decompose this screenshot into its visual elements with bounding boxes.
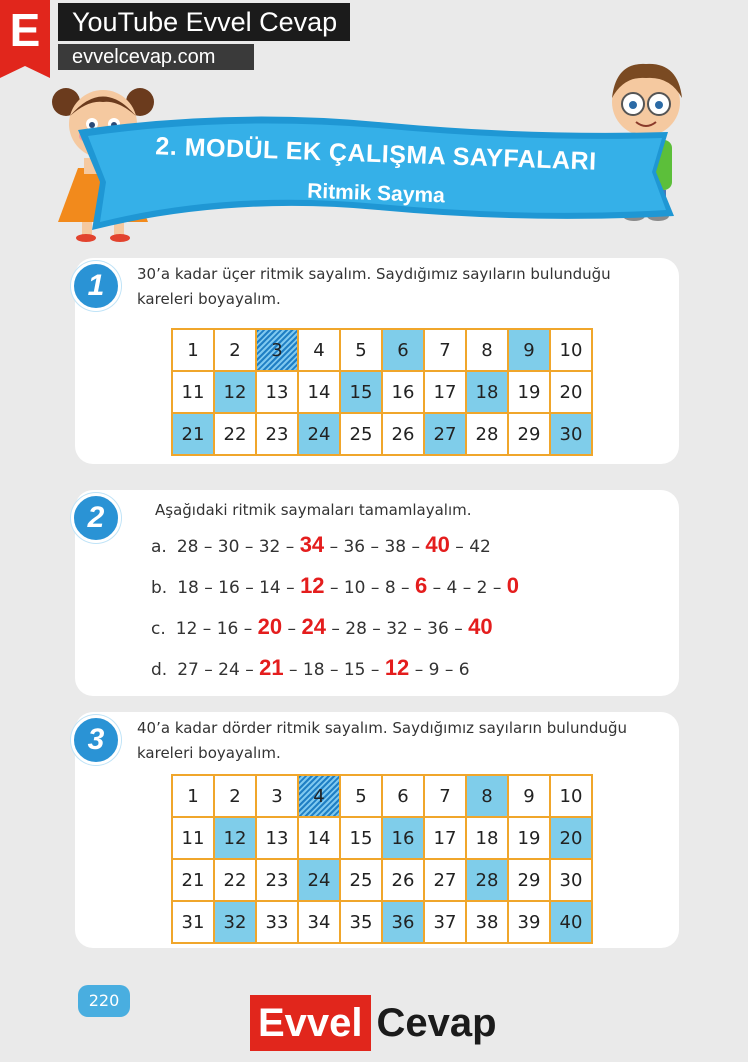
grid-cell[interactable]: 14	[298, 817, 340, 859]
sequence-label: d.	[151, 660, 168, 680]
sequence-separator: –	[239, 660, 260, 680]
grid-cell[interactable]: 6	[382, 329, 424, 371]
grid-cell[interactable]: 19	[508, 817, 550, 859]
grid-cell[interactable]: 9	[508, 775, 550, 817]
grid-cell[interactable]: 32	[214, 901, 256, 943]
grid-cell[interactable]: 7	[424, 775, 466, 817]
grid-cell[interactable]: 8	[466, 775, 508, 817]
sequence-separator: –	[324, 537, 344, 557]
sequence-number: 42	[469, 537, 491, 557]
page-title: 2. MODÜL EK ÇALIŞMA SAYFALARI	[154, 132, 598, 176]
grid-cell[interactable]: 1	[172, 329, 214, 371]
sequence-number: 10	[343, 578, 366, 598]
sequence-separator: –	[365, 578, 385, 598]
exercise-3-number: 3	[71, 715, 121, 765]
grid-cell[interactable]: 24	[298, 413, 340, 455]
sequence-line	[151, 655, 470, 681]
grid-cell[interactable]: 17	[424, 371, 466, 413]
exercise-1-panel	[75, 258, 679, 464]
sequence-separator: –	[239, 578, 260, 598]
sequence-separator: –	[239, 537, 259, 557]
grid-cell[interactable]: 13	[256, 371, 298, 413]
footer-logo-evvel: Evvel	[250, 995, 371, 1051]
grid-cell[interactable]: 15	[340, 817, 382, 859]
sequence-answer[interactable]: 6	[414, 573, 428, 598]
sequence-answer[interactable]: 40	[468, 614, 493, 639]
sequence-line	[151, 614, 493, 640]
exercise-1-instruction: 30’a kadar üçer ritmik sayalım. Saydığımız sayıların bulunduğu kareleri boyayalım.	[137, 265, 611, 308]
exercise-2-instruction: Aşağıdaki ritmik saymaları tamamlayalım.	[155, 501, 472, 519]
brand-title[interactable]: YouTube Evvel Cevap	[58, 3, 350, 41]
grid-cell[interactable]: 28	[466, 859, 508, 901]
sequence-number: 24	[218, 660, 240, 680]
grid-cell[interactable]: 26	[382, 413, 424, 455]
grid-cell[interactable]: 8	[466, 329, 508, 371]
grid-cell[interactable]: 38	[466, 901, 508, 943]
sequence-separator: –	[282, 619, 302, 639]
sequence-number: 18	[302, 660, 325, 680]
grid-cell[interactable]: 16	[382, 817, 424, 859]
sequence-separator: –	[197, 619, 217, 639]
sequence-line	[151, 573, 519, 599]
grid-cell[interactable]: 5	[340, 775, 382, 817]
sequence-number: 6	[458, 660, 470, 680]
grid-cell[interactable]: 31	[172, 901, 214, 943]
sequence-separator: –	[406, 537, 426, 557]
sequence-answer[interactable]: 20	[257, 614, 283, 639]
exercise-3-number-grid	[171, 774, 593, 944]
grid-cell[interactable]: 36	[382, 901, 424, 943]
page-number: 220	[78, 985, 130, 1017]
grid-cell[interactable]: 19	[508, 371, 550, 413]
grid-cell[interactable]: 4	[298, 329, 340, 371]
grid-cell[interactable]: 29	[508, 413, 550, 455]
sequence-answer[interactable]: 12	[384, 655, 410, 680]
grid-cell[interactable]: 2	[214, 329, 256, 371]
sequence-number: 32	[258, 537, 281, 557]
sequence-number: 8	[384, 578, 396, 598]
sequence-number: 2	[476, 578, 488, 598]
grid-cell[interactable]: 28	[466, 413, 508, 455]
grid-cell[interactable]: 15	[340, 371, 382, 413]
sequence-answer[interactable]: 0	[506, 573, 520, 598]
sequence-answer[interactable]: 24	[301, 614, 326, 639]
sequence-number: 27	[177, 660, 199, 680]
grid-cell[interactable]: 9	[508, 329, 550, 371]
sequence-separator: –	[280, 578, 301, 598]
sequence-separator: –	[487, 578, 507, 598]
sequence-separator: –	[324, 578, 344, 598]
grid-cell[interactable]: 5	[340, 329, 382, 371]
grid-cell[interactable]: 22	[214, 859, 256, 901]
grid-cell[interactable]: 3	[256, 329, 298, 371]
grid-cell[interactable]: 23	[256, 859, 298, 901]
exercise-1-number: 1	[71, 261, 121, 311]
brand-url[interactable]: evvelcevap.com	[58, 44, 254, 70]
grid-cell[interactable]: 25	[340, 859, 382, 901]
grid-cell[interactable]: 22	[214, 413, 256, 455]
exercise-2-number: 2	[71, 493, 121, 543]
sequence-label: c.	[151, 619, 166, 639]
sequence-number: 38	[384, 537, 407, 557]
grid-cell[interactable]: 17	[424, 817, 466, 859]
sequence-number: 15	[343, 660, 366, 680]
sequence-separator: –	[448, 619, 469, 639]
grid-cell[interactable]: 27	[424, 859, 466, 901]
sequence-separator: –	[365, 660, 385, 680]
grid-row	[172, 371, 592, 413]
sequence-separator: –	[395, 578, 415, 598]
sequence-number: 4	[446, 578, 458, 598]
sequence-separator: –	[366, 619, 387, 639]
grid-cell[interactable]: 24	[298, 859, 340, 901]
grid-cell[interactable]: 37	[424, 901, 466, 943]
grid-cell[interactable]: 2	[214, 775, 256, 817]
sequence-number: 16	[216, 619, 239, 639]
sequence-separator: –	[407, 619, 428, 639]
sequence-separator: –	[198, 578, 219, 598]
grid-cell[interactable]: 12	[214, 371, 256, 413]
grid-cell[interactable]: 13	[256, 817, 298, 859]
grid-cell[interactable]: 40	[550, 901, 592, 943]
grid-cell[interactable]: 30	[550, 413, 592, 455]
sequence-separator: –	[324, 660, 344, 680]
sequence-number: 36	[427, 619, 449, 639]
sequence-separator: –	[439, 660, 459, 680]
grid-cell[interactable]: 3	[256, 775, 298, 817]
sequence-label: b.	[151, 578, 168, 598]
sequence-number: 28	[345, 619, 367, 639]
sequence-number: 16	[218, 578, 240, 598]
sequence-answer[interactable]: 34	[299, 532, 325, 557]
sequence-answer[interactable]: 40	[425, 532, 450, 557]
grid-cell[interactable]: 12	[214, 817, 256, 859]
grid-cell[interactable]: 14	[298, 371, 340, 413]
sequence-separator: –	[449, 537, 470, 557]
sequence-label: a.	[151, 537, 167, 557]
grid-cell[interactable]: 18	[466, 371, 508, 413]
grid-cell[interactable]: 11	[172, 371, 214, 413]
grid-cell[interactable]: 39	[508, 901, 550, 943]
sequence-separator: –	[198, 537, 218, 557]
page-subtitle: Ritmik Sayma	[306, 179, 446, 208]
grid-row	[172, 413, 592, 455]
grid-row	[172, 901, 592, 943]
grid-cell[interactable]: 34	[298, 901, 340, 943]
exercise-3-panel	[75, 712, 679, 948]
sequence-number: 9	[428, 660, 440, 680]
grid-cell[interactable]: 20	[550, 817, 592, 859]
exercise-1-number-grid	[171, 328, 593, 456]
grid-row	[172, 859, 592, 901]
sequence-line	[151, 532, 491, 558]
grid-cell[interactable]: 21	[172, 413, 214, 455]
grid-row	[172, 775, 592, 817]
footer-logo-cevap: Cevap	[376, 1001, 497, 1045]
sequence-separator: –	[457, 578, 477, 598]
sequence-separator: –	[427, 578, 447, 598]
grid-cell[interactable]: 11	[172, 817, 214, 859]
grid-cell[interactable]: 30	[550, 859, 592, 901]
sequence-number: 28	[176, 537, 199, 557]
grid-cell[interactable]: 26	[382, 859, 424, 901]
grid-cell[interactable]: 10	[550, 775, 592, 817]
sequence-separator: –	[280, 537, 300, 557]
grid-cell[interactable]: 1	[172, 775, 214, 817]
sequence-answer[interactable]: 12	[300, 573, 325, 598]
sequence-number: 30	[217, 537, 240, 557]
grid-cell[interactable]: 18	[466, 817, 508, 859]
grid-cell[interactable]: 35	[340, 901, 382, 943]
sequence-separator: –	[325, 619, 346, 639]
grid-cell[interactable]: 7	[424, 329, 466, 371]
grid-cell[interactable]: 27	[424, 413, 466, 455]
sequence-number: 36	[343, 537, 366, 557]
grid-cell[interactable]: 25	[340, 413, 382, 455]
sequence-number: 12	[175, 619, 198, 639]
grid-cell[interactable]: 20	[550, 371, 592, 413]
sequence-number: 32	[386, 619, 408, 639]
sequence-separator: –	[198, 660, 219, 680]
grid-cell[interactable]: 6	[382, 775, 424, 817]
grid-cell[interactable]: 10	[550, 329, 592, 371]
header-banner	[78, 112, 674, 234]
grid-row	[172, 817, 592, 859]
grid-cell[interactable]: 29	[508, 859, 550, 901]
grid-cell[interactable]: 16	[382, 371, 424, 413]
brand-logo: E	[0, 0, 50, 66]
sequence-number: 14	[259, 578, 281, 598]
sequence-number: 18	[177, 578, 199, 598]
grid-cell[interactable]: 21	[172, 859, 214, 901]
footer-logo[interactable]	[250, 995, 497, 1051]
sequence-separator: –	[409, 660, 429, 680]
exercise-3-instruction: 40’a kadar dörder ritmik sayalım. Saydığımız sayıların bulunduğu kareleri boyayalım.	[137, 719, 628, 762]
grid-cell[interactable]: 4	[298, 775, 340, 817]
sequence-separator: –	[365, 537, 385, 557]
sequence-separator: –	[283, 660, 303, 680]
grid-cell[interactable]: 33	[256, 901, 298, 943]
grid-row	[172, 329, 592, 371]
sequence-separator: –	[238, 619, 258, 639]
grid-cell[interactable]: 23	[256, 413, 298, 455]
exercise-2-panel	[75, 490, 679, 696]
sequence-answer[interactable]: 21	[259, 655, 284, 680]
